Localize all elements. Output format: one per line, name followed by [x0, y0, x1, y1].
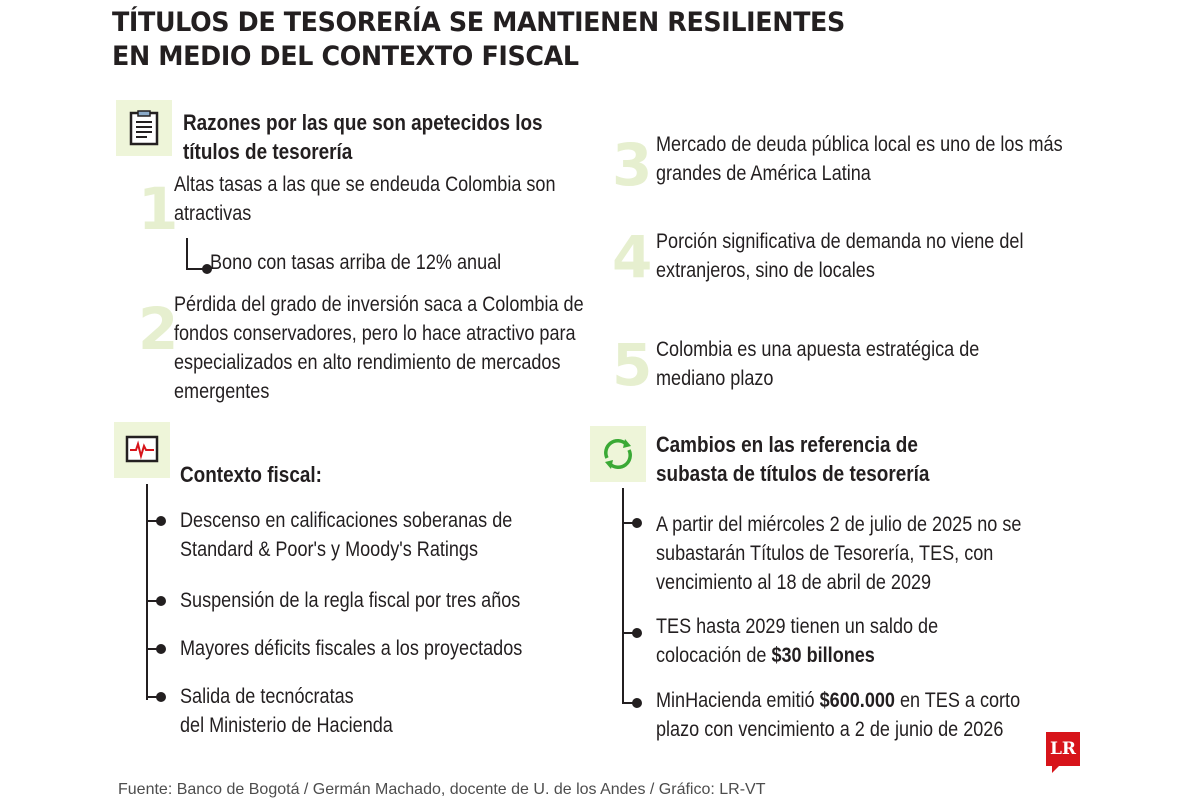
- cambios-heading: [656, 430, 929, 488]
- razones-heading-line-2: títulos de tesorería: [183, 139, 353, 164]
- cambios-item-3: MinHacienda emitió $600.000 en TES a corto plazo con vencimiento a 2 de junio de 2026: [656, 689, 1021, 741]
- heart-monitor-icon: [125, 435, 159, 465]
- cambios-tree-line: [622, 488, 624, 702]
- contexto-tree-line: [146, 484, 148, 700]
- cambios-icon-box: [590, 426, 646, 482]
- source-note: Fuente: Banco de Bogotá / Germán Machado, docente de U. de los Andes / Gráfico: LR-VT: [118, 781, 766, 798]
- contexto-icon-box: [114, 422, 170, 478]
- contexto-item-1: Descenso en calificaciones soberanas de Standard & Poor's y Moody's Ratings: [180, 509, 513, 561]
- cambios-branch: [622, 522, 634, 524]
- reason-text-3: Mercado de deuda pública local es uno de los más grandes de América Latina: [656, 133, 1063, 185]
- contexto-item-4: Salida de tecnócratas del Ministerio de Hacienda: [180, 685, 393, 737]
- contexto-item-2: Suspensión de la regla fiscal por tres años: [180, 589, 521, 612]
- contexto-branch: [146, 600, 158, 602]
- razones-icon-box: [116, 100, 172, 156]
- lr-logo: LR: [1046, 732, 1080, 766]
- cambios-heading-line-1: Cambios en las referencia de: [656, 432, 918, 457]
- contexto-heading: Contexto fiscal:: [180, 462, 322, 487]
- reason-text-5: Colombia es una apuesta estratégica de mediano plazo: [656, 338, 980, 390]
- title-line-2: EN MEDIO DEL CONTEXTO FISCAL: [112, 41, 579, 72]
- reason-number-1: 1: [138, 175, 179, 243]
- refresh-arrows-icon: [600, 436, 636, 472]
- razones-heading: [183, 108, 543, 166]
- reason-number-4: 4: [612, 223, 653, 291]
- reason-number-3: 3: [612, 131, 653, 199]
- cambios-branch: [622, 632, 634, 634]
- reason-number-2: 2: [138, 295, 179, 363]
- contexto-item-3: Mayores déficits fiscales a los proyectados: [180, 637, 523, 660]
- contexto-branch: [146, 648, 158, 650]
- reason-text-1: Altas tasas a las que se endeuda Colombia son atractivas: [174, 173, 556, 225]
- cambios-item-2: TES hasta 2029 tienen un saldo de colocación de $30 billones: [656, 615, 939, 667]
- page-title: [112, 6, 958, 74]
- contexto-branch: [146, 696, 158, 698]
- reason-number-5: 5: [612, 331, 653, 399]
- cambios-item-1: A partir del miércoles 2 de julio de 2025 no se subastarán Títulos de Tesorería, TES, con vencimiento al 18 de abril de 2029: [656, 513, 1022, 594]
- reason-text-4: Porción significativa de demanda no viene del extranjeros, sino de locales: [656, 230, 1024, 282]
- contexto-branch: [146, 520, 158, 522]
- razones-heading-line-1: Razones por las que son apetecidos los: [183, 110, 543, 135]
- reason-text-2: Pérdida del grado de inversión saca a Colombia de fondos conservadores, pero lo hace atractivo para especializados en alto rendimiento de mercados emergentes: [174, 293, 584, 403]
- cambios-heading-line-2: subasta de títulos de tesorería: [656, 461, 930, 486]
- clipboard-icon: [129, 110, 159, 146]
- title-line-1: TÍTULOS DE TESORERÍA SE MANTIENEN RESILIENTES: [112, 7, 845, 38]
- reason-sub-text-1: Bono con tasas arriba de 12% anual: [210, 251, 502, 274]
- cambios-branch: [622, 702, 634, 704]
- sub-connector-line: [186, 238, 188, 270]
